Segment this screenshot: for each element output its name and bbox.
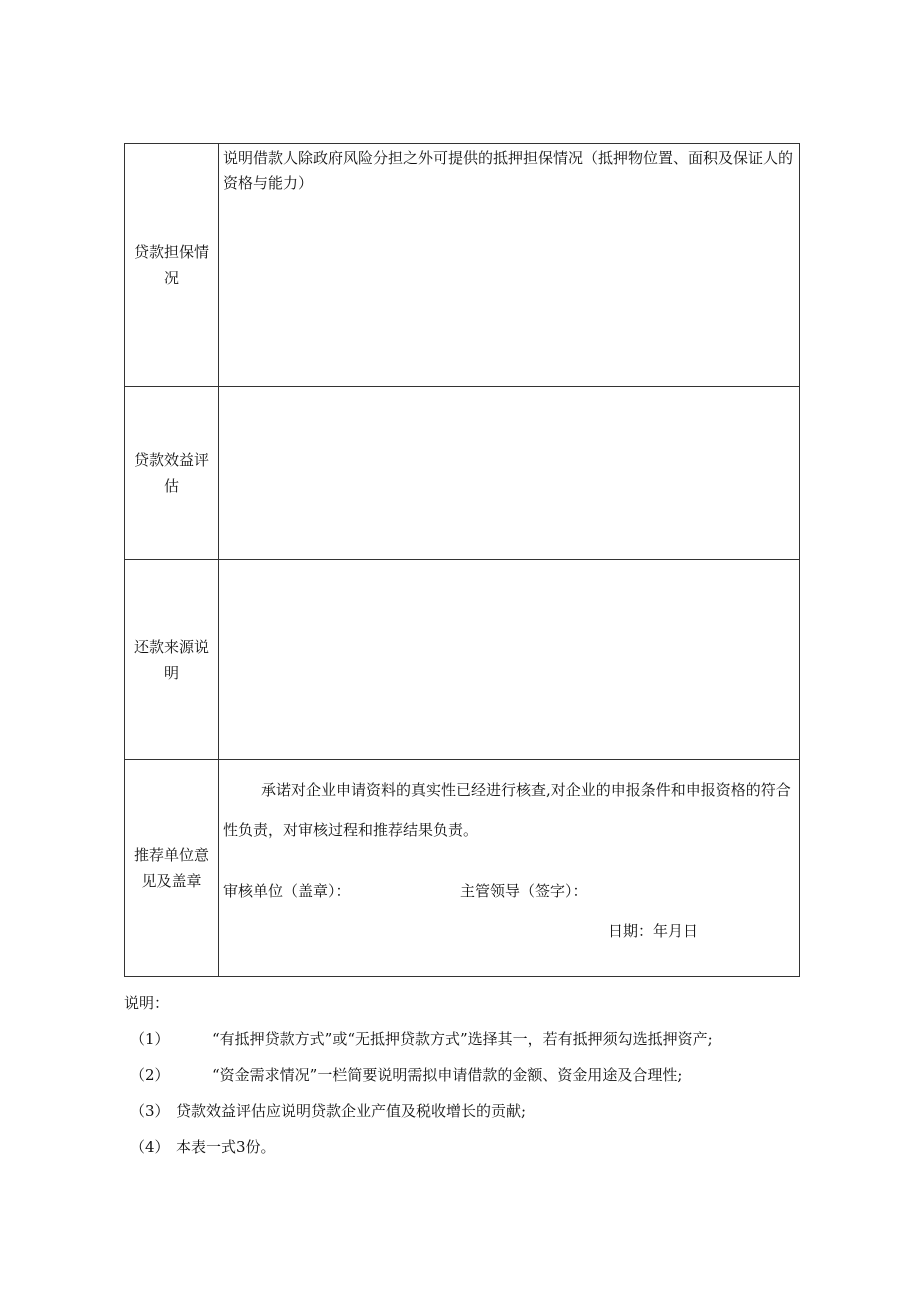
note-item [124,1129,276,1165]
guarantee-row [125,144,800,387]
note-number: （4） [130,1138,170,1156]
recommendation-label: 推荐单位意见及盖章 [125,760,219,977]
note-number: （3） [130,1102,170,1120]
recommendation-row [125,760,800,977]
repayment-field[interactable] [219,560,800,760]
commitment-text: 承诺对企业申请资料的真实性已经进行核查,对企业的申报条件和申报资格的符合性负责，对审核过程和推荐结果负责。 [223,781,791,839]
date-label: 日期：年月日 [608,922,699,940]
benefit-field[interactable] [219,387,800,560]
recommendation-field[interactable] [219,760,800,977]
benefit-label: 贷款效益评估 [125,387,219,560]
signature-line [223,880,588,901]
note-number: （1） [130,1030,170,1048]
leader-signature-label: 主管领导（签字）： [460,882,588,900]
guarantee-field[interactable]: 说明借款人除政府风险分担之外可提供的抵押担保情况（抵押物位置、面积及保证人的资格与能力） [219,144,800,387]
repayment-label: 还款来源说明 [125,560,219,760]
note-text: 贷款效益评估应说明贷款企业产值及税收增长的贡献; [176,1102,527,1120]
benefit-row [125,387,800,560]
note-text: “资金需求情况”一栏简要说明需拟申请借款的金额、资金用途及合理性; [212,1066,683,1084]
note-text: “有抵押贷款方式”或“无抵押贷款方式”选择其一，若有抵押须勾选抵押资产; [212,1030,713,1048]
notes-section [124,985,713,1165]
repayment-row [125,560,800,760]
recommendation-content [219,760,799,976]
notes-title: 说明： [124,994,170,1012]
note-text: 本表一式3份。 [176,1138,276,1156]
loan-application-form-table [124,143,800,977]
note-item [124,1093,527,1129]
note-item [124,1021,713,1057]
note-item [124,1057,683,1093]
note-number: （2） [130,1066,170,1084]
review-unit-label: 审核单位（盖章）： [223,882,351,900]
guarantee-label: 贷款担保情况 [125,144,219,387]
